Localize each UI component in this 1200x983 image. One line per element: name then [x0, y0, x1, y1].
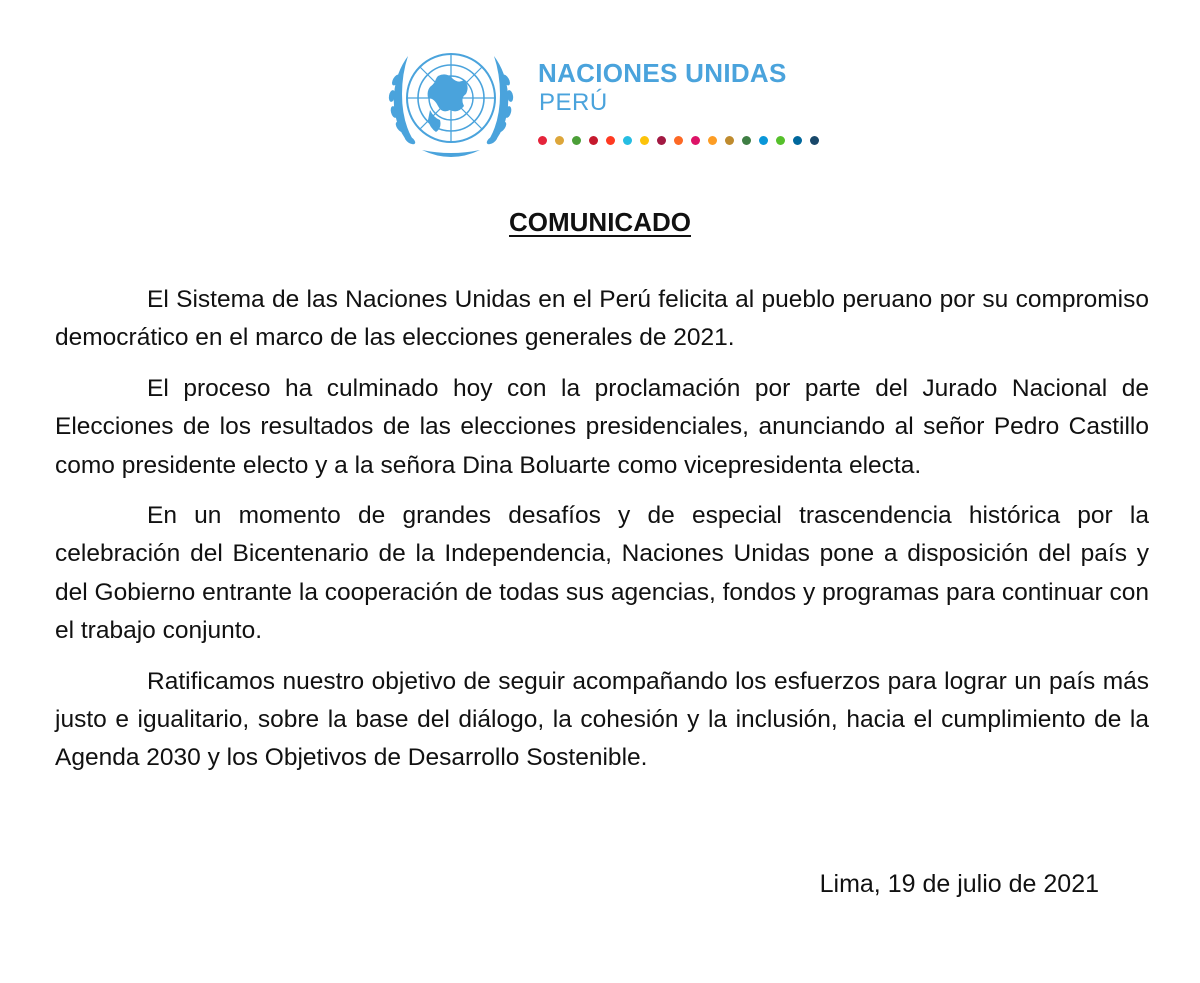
sdg-dot [555, 136, 564, 145]
sdg-dot [759, 136, 768, 145]
sdg-dot [674, 136, 683, 145]
sdg-dot [589, 136, 598, 145]
sdg-dot [725, 136, 734, 145]
sdg-dot [691, 136, 700, 145]
sdg-dot [793, 136, 802, 145]
sdg-dot [623, 136, 632, 145]
org-country: PERÚ [539, 89, 608, 116]
sdg-dot [776, 136, 785, 145]
paragraph: El Sistema de las Naciones Unidas en el Perú felicita al pueblo peruano por su compromiso democrático en el marco de las elecciones generales de 2021. [55, 286, 1149, 352]
place-and-date: Lima, 19 de julio de 2021 [819, 870, 1099, 898]
letterhead [0, 0, 1200, 175]
sdg-dot [640, 136, 649, 145]
document-body [55, 281, 1149, 790]
org-name: NACIONES UNIDAS [538, 58, 787, 88]
document-title: COMUNICADO [509, 207, 691, 237]
sdg-dot [810, 136, 819, 145]
sdg-dot [606, 136, 615, 145]
paragraph: Ratificamos nuestro objetivo de seguir acompañando los esfuerzos para lograr un país más justo e igualitario, sobre la base del diálogo, la cohesión y la inclusión, hacia el cumplimiento de la Agenda 2030 y los Objetivos de Desarrollo Sostenible. [55, 667, 1149, 772]
un-emblem-icon [378, 40, 524, 164]
sdg-dot [538, 136, 547, 145]
sdg-dot [572, 136, 581, 145]
sdg-dot [708, 136, 717, 145]
sdg-dot [657, 136, 666, 145]
paragraph: El proceso ha culminado hoy con la proclamación por parte del Jurado Nacional de Elecciones de los resultados de las elecciones presidenciales, anunciando al señor Pedro Castillo como presidente electo y a la señora Dina Boluarte como vicepresidenta electa. [55, 374, 1149, 479]
paragraph: En un momento de grandes desafíos y de especial trascendencia histórica por la celebración del Bicentenario de la Independencia, Naciones Unidas pone a disposición del país y del Gobierno entrante la cooperación de todas sus agencias, fondos y programas para continuar con el trabajo conjunto. [55, 502, 1149, 645]
sdg-color-dots [538, 136, 819, 146]
sdg-dot [742, 136, 751, 145]
